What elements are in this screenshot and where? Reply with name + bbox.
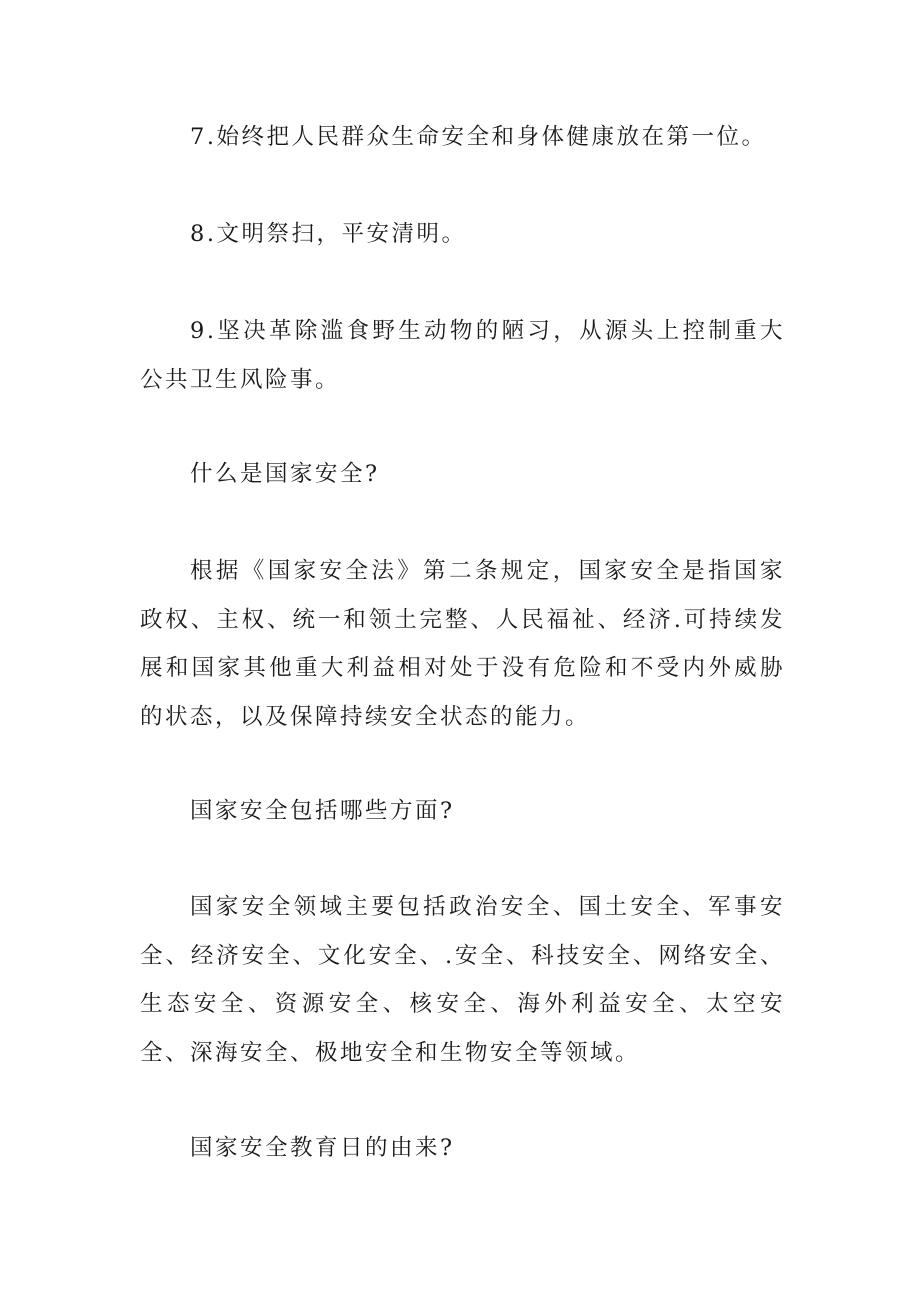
- list-item-9: 9.坚决革除滥食野生动物的陋习，从源头上控制重大公共卫生风险事。: [140, 318, 785, 393]
- answer-paragraph-aspects: 国家安全领域主要包括政治安全、国土安全、军事安全、经济安全、文化安全、.安全、科技安全、网络安全、生态安全、资源安全、核安全、海外利益安全、太空安全、深海安全、极地安全和生物安全等领域。: [140, 894, 785, 1066]
- question-heading-origin: 国家安全教育日的由来?: [190, 1135, 455, 1161]
- list-item-7: 7.始终把人民群众生命安全和身体健康放在第一位。: [190, 124, 767, 150]
- question-heading-national-security: 什么是国家安全?: [190, 461, 380, 487]
- list-item-8: 8.文明祭扫，平安清明。: [190, 221, 467, 247]
- question-heading-aspects: 国家安全包括哪些方面?: [190, 798, 455, 824]
- answer-paragraph-definition: 根据《国家安全法》第二条规定，国家安全是指国家政权、主权、统一和领土完整、人民福祉、经济.可持续发展和国家其他重大利益相对处于没有危险和不受内外威胁的状态，以及保障持续安全状态的能力。: [140, 558, 785, 730]
